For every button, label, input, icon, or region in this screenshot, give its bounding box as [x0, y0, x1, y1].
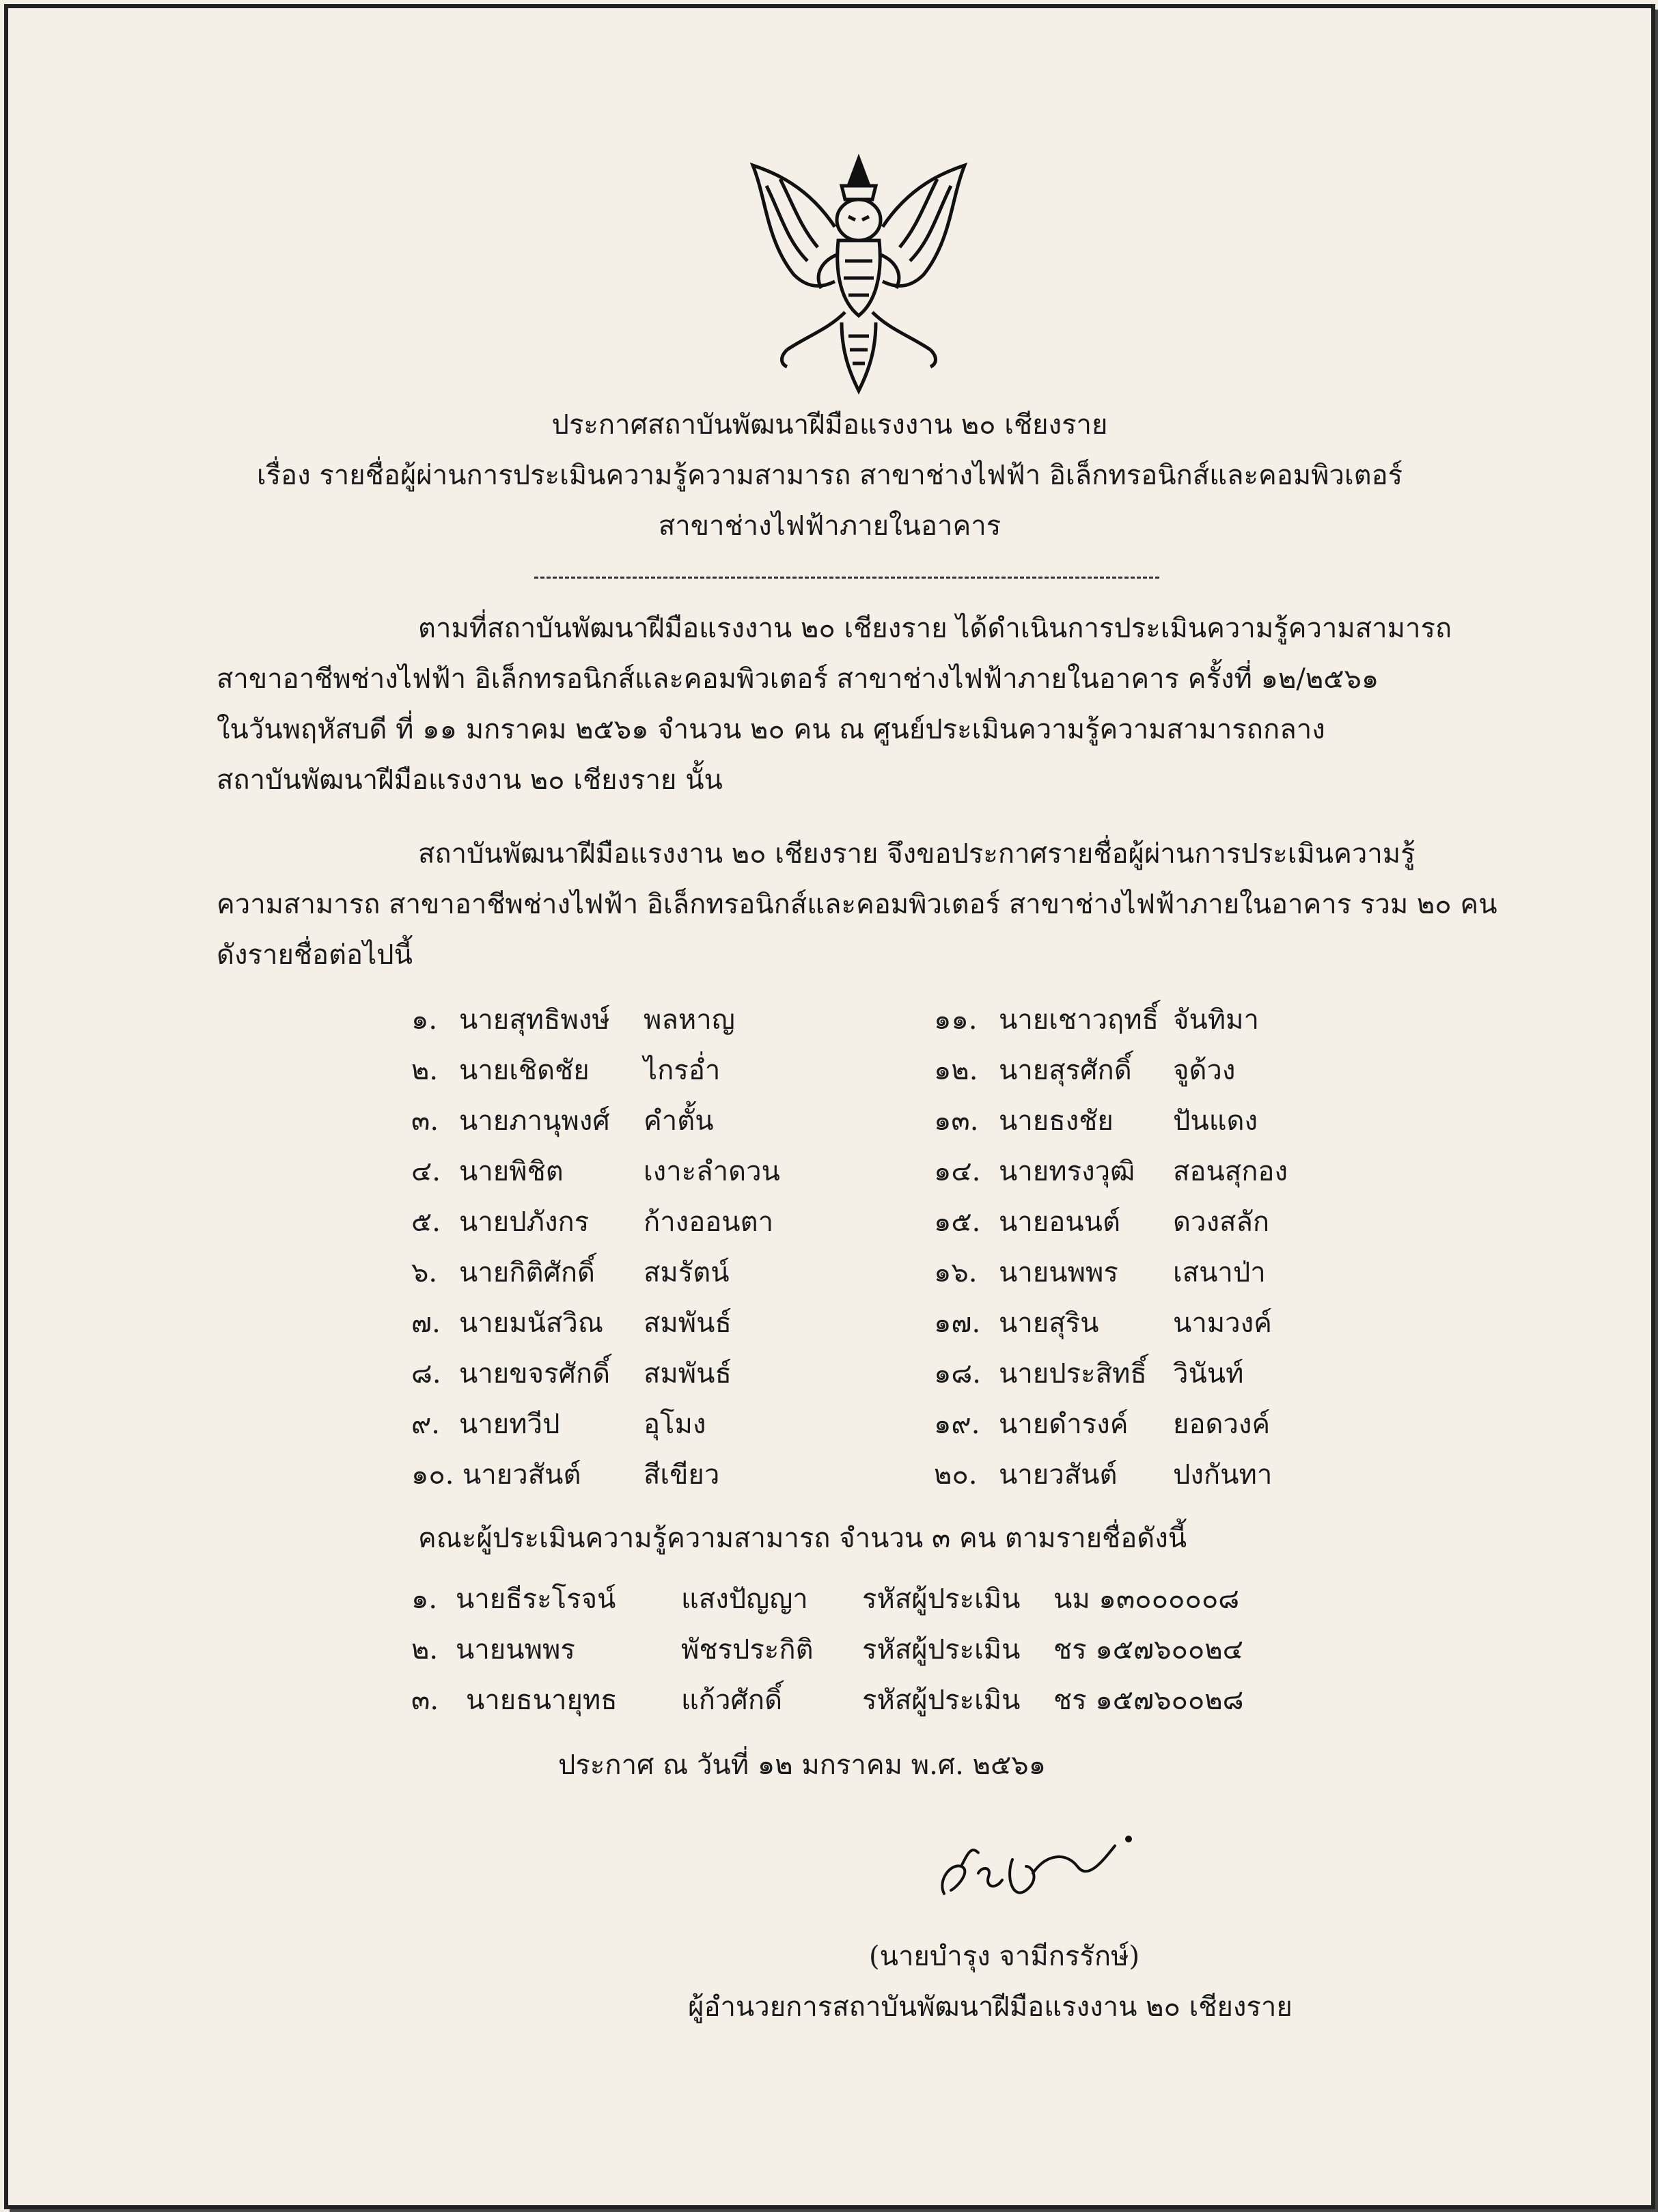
assessors-intro: คณะผู้ประเมินความรู้ความสามารถ จำนวน ๓ คน ตามรายชื่อดังนี้ [418, 1523, 1187, 1554]
para1-line-3: ในวันพฤหัสบดี ที่ ๑๑ มกราคม ๒๕๖๑ จำนวน ๒๐ คน ณ ศูนย์ประเมินความรู้ความสามารถกลาง [217, 714, 1325, 745]
document-page: ประกาศสถาบันพัฒนาฝีมือแรงงาน ๒๐ เชียงราย เรื่อง รายชื่อผู้ผ่านการประเมินความรู้ความสามารถ สาขาช่างไฟฟ้า อิเล็กทรอนิกส์และคอมพิวเตอร์ สาขาช่างไฟฟ้าภายในอาคาร ตามที่สถาบันพัฒนาฝีมือแรงงาน ๒๐ เชียงราย ได้ดำเนินการประเมินความรู้ความสามารถ สาขาอาชีพช่างไฟฟ้า อิเล็กทรอนิกส์และคอมพิวเตอร์ สาขาช่างไฟฟ้าภายในอาคาร ครั้งที่ ๑๒/๒๕๖๑ ในวันพฤหัสบดี ที่ ๑๑ มกราคม ๒๕๖๑ จำนวน ๒๐ คน ณ ศูนย์ประเมินความรู้ความสามารถกลาง สถาบันพัฒนาฝีมือแรงงาน ๒๐ เชียงราย นั้น สถาบันพัฒนาฝีมือแรงงาน ๒๐ เชียงราย จึงขอประกาศรายชื่อผู้ผ่านการประเมินความรู้ ความสามารถ สาขาอาชีพช่างไฟฟ้า อิเล็กทรอนิกส์และคอมพิวเตอร์ สาขาช่างไฟฟ้าภายในอาคาร รวม ๒๐ คน ดังรายชื่อต่อไปนี้ ๑. นายสุทธิพงษ์ พลหาญ ๒. นายเชิดชัย ไกรอ่ำ ๓. นายภานุพงศ์ คำตั้น ๔. นายพิชิต เงาะลำดวน ๕. นายปภังกร ก้างออนตา ๖. นายกิติศักดิ์ สมรัตน์ ๗. นายมนัสวิณ สมพันธ์ ๘. นายขจรศักดิ์ สมพันธ์ ๙. นายทวีป อุโมง ๑๐. นายวสันต์ สีเขียว ๑๑. นายเชาวฤทธิ์ จันทิมา ๑๒. นายสุรศักดิ์ จูด้วง ๑๓. นายธงชัย ปันแดง ๑๔. นายทรงวุฒิ สอนสุกอง ๑๕. นายอนนต์ ดวงสลัก ๑๖. นายนพพร เสนาป่า ๑๗. นายสุริน นามวงค์ ๑๘. นายประสิทธิ์ วินันท์ ๑๙. นายดำรงค์ ยอดวงค์ ๒๐. นายวสันต์ ปงกันทา คณะผู้ประเมินความรู้ความสามารถ จำนวน ๓ คน ตามรายชื่อดังนี้ ๑. นายธีระโรจน์ แสงปัญญา รหัสผู้ประเมิน นม ๑๓๐๐๐๐๐๘ ๒. นายนพพร พัชรประกิติ รหัสผู้ประเมิน ชร ๑๕๗๖๐๐๒๔ ๓. นายธนายุทธ แก้วศักดิ์ รหัสผู้ประเมิน ชร ๑๕๗๖๐๐๒๘ ประกาศ ณ วันที่ ๑๒ มกราคม พ.ศ. ๒๕๖๑ (นายบำรุง จามีกรรักษ์) ผู้อำนวยการสถาบันพัฒนาฝีมือแรงงาน ๒๐ เชียงราย [4, 4, 1655, 2209]
announcement-branch: สาขาช่างไฟฟ้าภายในอาคาร [658, 510, 1001, 542]
para2-line-1: สถาบันพัฒนาฝีมือแรงงาน ๒๐ เชียงราย จึงขอประกาศรายชื่อผู้ผ่านการประเมินความรู้ [418, 838, 1415, 870]
announcement-date: ประกาศ ณ วันที่ ๑๒ มกราคม พ.ศ. ๒๕๖๑ [558, 1750, 1047, 1781]
para1-line-1: ตามที่สถาบันพัฒนาฝีมือแรงงาน ๒๐ เชียงราย ได้ดำเนินการประเมินความรู้ความสามารถ [418, 613, 1452, 644]
para2-line-2: ความสามารถ สาขาอาชีพช่างไฟฟ้า อิเล็กทรอนิกส์และคอมพิวเตอร์ สาขาช่างไฟฟ้าภายในอาคาร รวม ๒๐ คน [217, 889, 1497, 920]
para2-line-3: ดังรายชื่อต่อไปนี้ [217, 939, 413, 971]
para1-line-4: สถาบันพัฒนาฝีมือแรงงาน ๒๐ เชียงราย นั้น [217, 764, 723, 796]
announcement-subject: เรื่อง รายชื่อผู้ผ่านการประเมินความรู้ความสามารถ สาขาช่างไฟฟ้า อิเล็กทรอนิกส์และคอมพิวเตอร์ [256, 460, 1403, 491]
signer-name: (นายบำรุง จามีกรรักษ์) [869, 1941, 1140, 1972]
signer-position: ผู้อำนวยการสถาบันพัฒนาฝีมือแรงงาน ๒๐ เชียงราย [688, 1991, 1293, 2023]
garuda-emblem-icon [746, 145, 971, 398]
divider [534, 577, 1159, 579]
para1-line-2: สาขาอาชีพช่างไฟฟ้า อิเล็กทรอนิกส์และคอมพิวเตอร์ สาขาช่างไฟฟ้าภายในอาคาร ครั้งที่ ๑๒/๒๕๖๑ [217, 663, 1379, 695]
announcement-title: ประกาศสถาบันพัฒนาฝีมือแรงงาน ๒๐ เชียงราย [551, 409, 1108, 441]
signature-icon [930, 1825, 1135, 1907]
